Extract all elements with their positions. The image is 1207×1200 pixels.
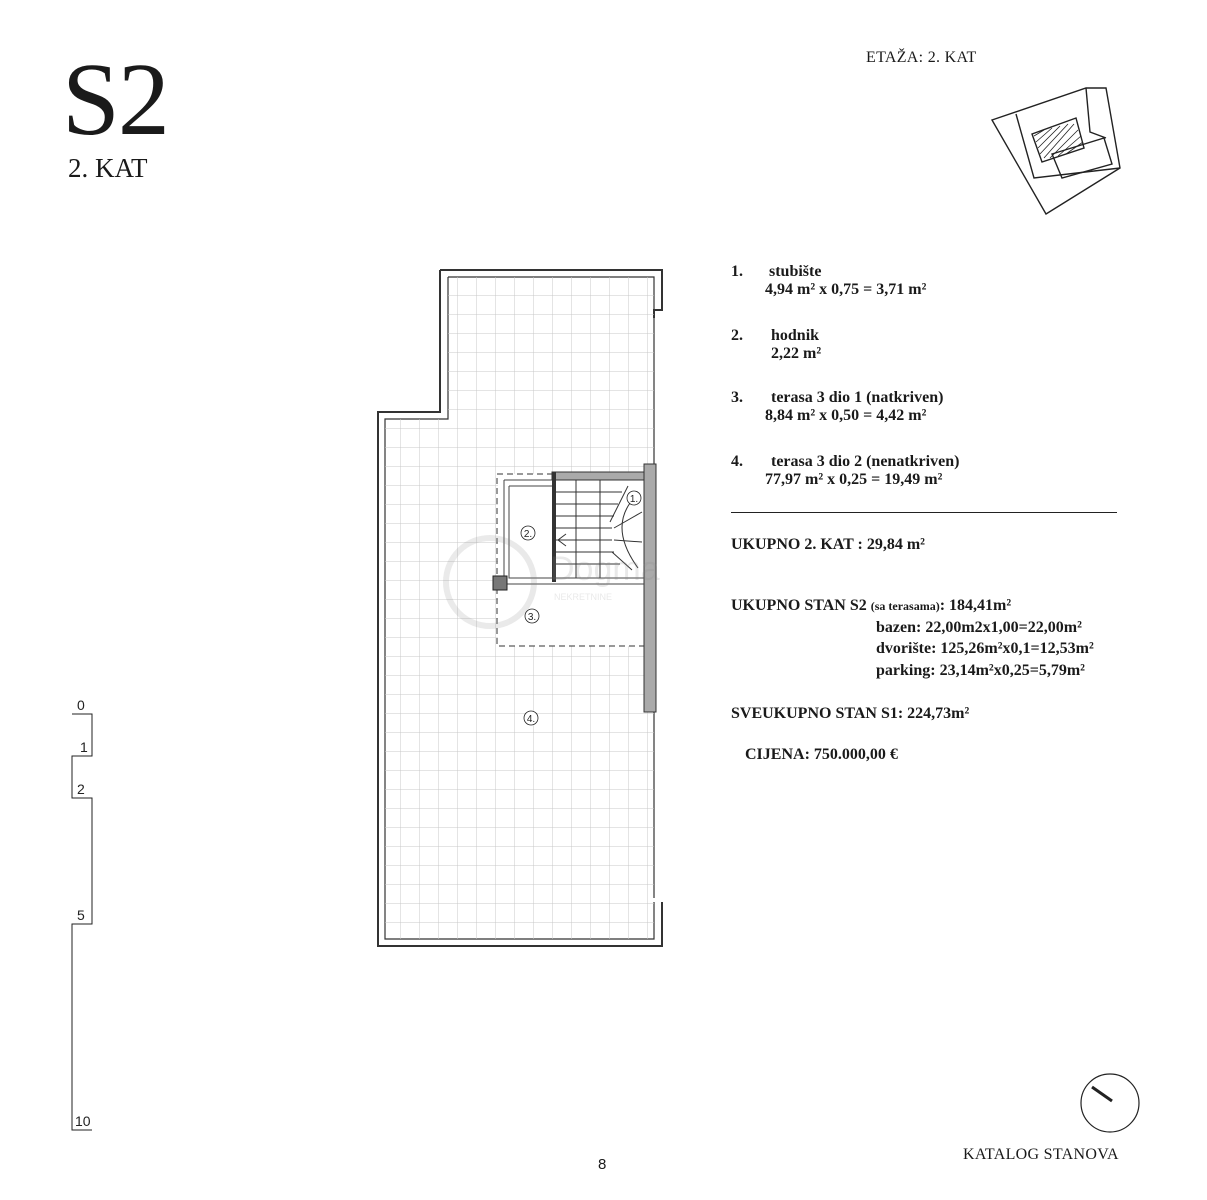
plan-label-1: 1. (629, 494, 639, 505)
unit-total-label: UKUPNO STAN S2 (731, 597, 867, 614)
parking-area: parking: 23,14m²x0,25=5,79m² (876, 662, 1085, 679)
floor-plan (370, 262, 670, 954)
north-arrow-icon (1078, 1071, 1142, 1135)
scale-label-1: 1 (80, 739, 88, 755)
floor-subtitle: 2. KAT (68, 153, 148, 183)
plan-label-3: 3. (527, 612, 537, 623)
price: CIJENA: 750.000,00 € (745, 746, 898, 763)
unit-code-title: S2 (62, 42, 168, 157)
divider (731, 512, 1117, 513)
room-area-calc: 8,84 m² x 0,50 = 4,42 m² (765, 407, 927, 424)
site-key-map (988, 78, 1128, 218)
room-name: hodnik (771, 327, 820, 344)
unit-total-note: (sa terasama) (870, 599, 940, 613)
room-number: 2. (731, 327, 743, 344)
unit-total-value: : 184,41m² (939, 597, 1012, 614)
unit-total (731, 597, 1011, 615)
grand-total: SVEUKUPNO STAN S1: 224,73m² (731, 705, 970, 722)
room-area-calc: 2,22 m² (771, 345, 822, 362)
scale-label-10: 10 (75, 1113, 91, 1129)
room-number: 1. (731, 263, 743, 280)
room-name: terasa 3 dio 2 (nenatkriven) (771, 453, 960, 470)
plan-label-2: 2. (523, 529, 533, 540)
scale-label-0: 0 (77, 697, 85, 713)
catalog-label: KATALOG STANOVA (963, 1146, 1119, 1163)
watermark-text: Dogma (550, 550, 660, 588)
pool-area: bazen: 22,00m2x1,00=22,00m² (876, 619, 1082, 636)
page-number: 8 (598, 1156, 607, 1173)
room-number: 4. (731, 453, 743, 470)
floor-total: UKUPNO 2. KAT : 29,84 m² (731, 536, 925, 553)
room-number: 3. (731, 389, 743, 406)
yard-area: dvorište: 125,26m²x0,1=12,53m² (876, 640, 1094, 657)
watermark-subtext: NEKRETNINE (554, 592, 613, 602)
room-name: stubište (769, 263, 822, 280)
scale-label-2: 2 (77, 781, 85, 797)
room-area-calc: 4,94 m² x 0,75 = 3,71 m² (765, 281, 927, 298)
scale-bar (66, 694, 106, 1136)
room-name: terasa 3 dio 1 (natkriven) (771, 389, 944, 406)
floor-label: ETAŽA: 2. KAT (866, 49, 977, 66)
scale-label-5: 5 (77, 907, 85, 923)
room-area-calc: 77,97 m² x 0,25 = 19,49 m² (765, 471, 943, 488)
plan-label-4: 4. (526, 714, 536, 725)
